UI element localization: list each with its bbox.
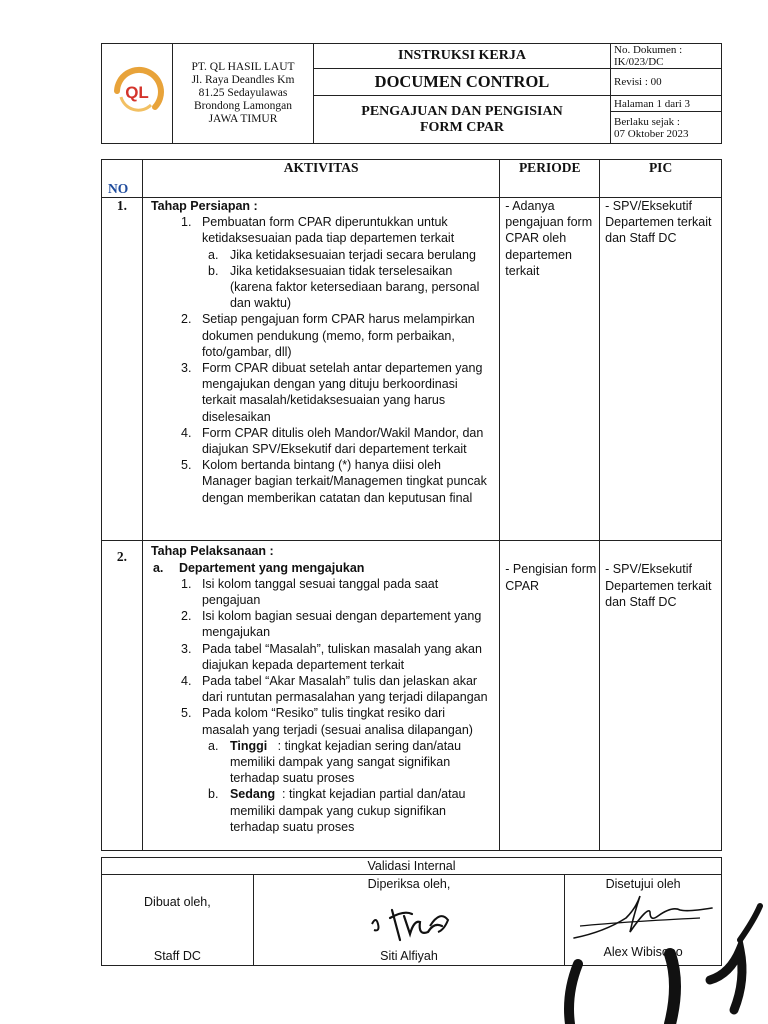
company-logo-cell bbox=[102, 44, 173, 144]
sub-section bbox=[153, 560, 493, 576]
step-text: Pada kolom “Resiko” tulis tingkat resiko dari masalah yang terjadi (sesuai analisa dilapangan) bbox=[201, 706, 473, 737]
activity-cell bbox=[142, 541, 499, 851]
document-header bbox=[101, 43, 722, 144]
risk-term: Tinggi bbox=[229, 738, 268, 753]
step-list bbox=[149, 576, 493, 835]
stage-title: Tahap Persiapan : bbox=[150, 199, 258, 213]
doc-control-title: DOCUMEN CONTROL bbox=[314, 69, 611, 96]
table-row bbox=[102, 541, 722, 851]
row-number: 2. bbox=[102, 541, 143, 851]
list-item: 2. Isi kolom bagian sesuai dengan departement yang mengajukan bbox=[195, 608, 493, 640]
subject-title bbox=[314, 96, 611, 144]
risk-desc: : tingkat kejadian partial dan/atau memiliki dampak yang cukup signifikan terhadap suatu proses bbox=[229, 787, 469, 834]
list-item: 2. Setiap pengajuan form CPAR harus melampirkan dokumen pendukung (memo, form perbaikan, foto/gambar, dll) bbox=[195, 311, 493, 360]
list-item: 1. Isi kolom tanggal sesuai tanggal pada saat pengajuan bbox=[195, 576, 493, 608]
validation-title: Validasi Internal bbox=[102, 858, 722, 875]
list-item: a. Jika ketidaksesuaian terjadi secara berulang bbox=[222, 247, 493, 263]
doc-number bbox=[611, 44, 722, 69]
column-header-periode: PERIODE bbox=[500, 160, 600, 198]
instruction-title: INSTRUKSI KERJA bbox=[314, 44, 611, 69]
company-name: PT. QL HASIL LAUT bbox=[191, 61, 295, 73]
list-item bbox=[195, 214, 493, 311]
step-list bbox=[149, 214, 493, 506]
effective-date bbox=[611, 112, 722, 144]
sub-list bbox=[202, 738, 493, 835]
made-by-label: Dibuat oleh, bbox=[144, 895, 211, 909]
risk-desc: : tingkat kejadian sering dan/atau memiliki dampak yang sangat signifikan terhadap suatu proses bbox=[229, 738, 465, 786]
list-item: 3. Form CPAR dibuat setelah antar departemen yang mengajukan dengan yang dituju berkoordinasi terkait masalah/ketidaksesuaian yang harus diselesaikan bbox=[195, 360, 493, 425]
activity-table bbox=[101, 159, 722, 851]
column-header-aktivitas: AKTIVITAS bbox=[142, 160, 499, 198]
made-by-cell bbox=[102, 875, 254, 966]
risk-term: Sedang bbox=[229, 787, 276, 802]
table-header-row bbox=[102, 160, 722, 198]
periode-cell: - Pengisian form CPAR bbox=[500, 541, 600, 851]
approved-by-name: Alex Wibisono bbox=[603, 945, 683, 959]
row-number: 1. bbox=[102, 198, 143, 541]
list-item: 4. Form CPAR ditulis oleh Mandor/Wakil Mandor, dan diajukan SPV/Eksekutif dari departement terkait bbox=[195, 425, 493, 457]
stage-title: Tahap Pelaksanaan : bbox=[150, 544, 274, 559]
activity-cell bbox=[142, 198, 499, 541]
made-by-name: Staff DC bbox=[153, 949, 201, 963]
pic-cell: - SPV/Eksekutif Departemen terkait dan Staff DC bbox=[600, 541, 722, 851]
scan-artifact-icon bbox=[540, 900, 768, 1024]
address-line: Brondong Lamongan bbox=[193, 100, 293, 112]
doc-number-value: IK/023/DC bbox=[614, 56, 664, 68]
list-item: 5. Kolom bertanda bintang (*) hanya diisi oleh Manager bagian terkait/Managemen tingkat puncak dengan memberikan catatan dan keputusan final bbox=[195, 457, 493, 506]
column-header-pic: PIC bbox=[600, 160, 722, 198]
column-header-no: NO bbox=[102, 160, 143, 198]
list-item bbox=[222, 738, 493, 787]
checked-by-label: Diperiksa oleh, bbox=[367, 877, 451, 891]
page-number: Halaman 1 dari 3 bbox=[611, 96, 722, 112]
approved-by-label: Disetujui oleh bbox=[605, 877, 681, 891]
list-item: 4. Pada tabel “Akar Masalah” tulis dan jelaskan akar dari runtutan permasalahan yang terjadi dilapangan bbox=[195, 673, 493, 705]
sub-section-title: Departement yang mengajukan bbox=[178, 560, 365, 575]
table-row bbox=[102, 198, 722, 541]
ql-logo-icon bbox=[109, 61, 165, 121]
list-item: b. Jika ketidaksesuaian tidak terselesaikan (karena faktor ketersediaan barang, personal dan waktu) bbox=[222, 263, 493, 312]
effective-date-value: 07 Oktober 2023 bbox=[614, 127, 689, 140]
company-address bbox=[173, 44, 314, 144]
effective-date-label: Berlaku sejak : bbox=[614, 115, 680, 128]
subject-line: PENGAJUAN DAN PENGISIAN bbox=[361, 103, 563, 119]
checked-by-name: Siti Alfiyah bbox=[380, 949, 438, 963]
step-text: Pembuatan form CPAR diperuntukkan untuk ketidaksesuaian pada tiap departemen terkait bbox=[201, 215, 455, 246]
list-item: 3. Pada tabel “Masalah”, tuliskan masalah yang akan diajukan kepada departement terkait bbox=[195, 641, 493, 673]
subject-line: FORM CPAR bbox=[419, 119, 505, 135]
sub-list bbox=[202, 247, 493, 312]
periode-cell: - Adanya pengajuan form CPAR oleh departemen terkait bbox=[500, 198, 600, 541]
list-item bbox=[195, 705, 493, 835]
address-line: 81.25 Sedayulawas bbox=[198, 87, 288, 99]
address-line: Jl. Raya Deandles Km bbox=[191, 74, 295, 86]
sub-section-letter: a. bbox=[152, 560, 164, 575]
address-line: JAWA TIMUR bbox=[208, 113, 278, 125]
revision: Revisi : 00 bbox=[611, 69, 722, 96]
pic-cell: - SPV/Eksekutif Departemen terkait dan Staff DC bbox=[600, 198, 722, 541]
signature-siti-icon bbox=[370, 896, 460, 946]
list-item bbox=[222, 786, 493, 835]
doc-number-label: No. Dokumen : bbox=[614, 44, 683, 56]
logo-text: QL bbox=[125, 83, 149, 102]
